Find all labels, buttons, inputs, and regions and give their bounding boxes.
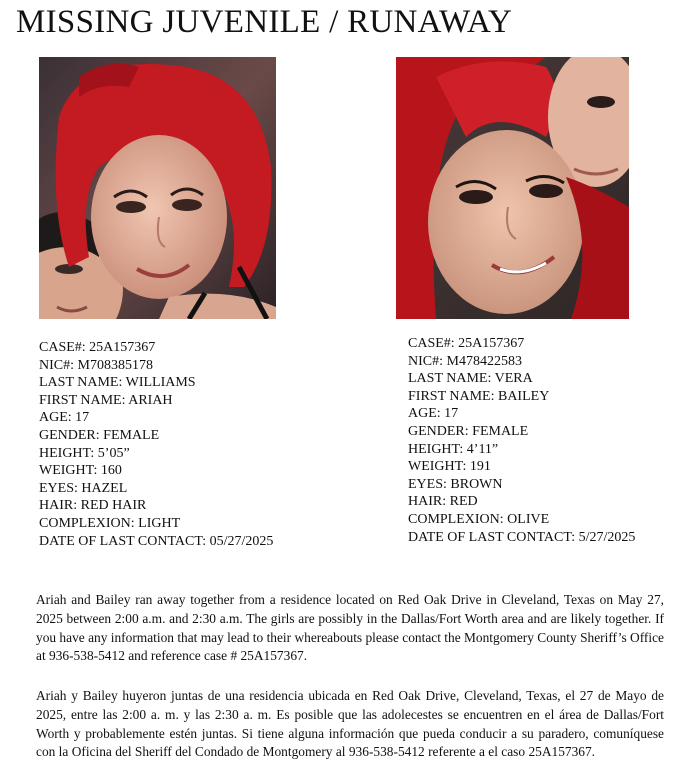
date-of-last-contact: DATE OF LAST CONTACT: 05/27/2025 bbox=[39, 533, 274, 549]
first-name: FIRST NAME: BAILEY bbox=[408, 388, 550, 404]
complexion: COMPLEXION: LIGHT bbox=[39, 515, 181, 531]
info-block-ariah bbox=[39, 339, 273, 550]
case-number: CASE#: 25A157367 bbox=[39, 340, 156, 355]
height: HEIGHT: 5’05” bbox=[39, 445, 130, 461]
description-english: Ariah and Bailey ran away together from a residence located on Red Oak Drive in Cleveland, Texas on May 27, 2025 between 2:00 a.m. and 2:30 a.m. The girls are possibly in the Dallas/Fort Worth area and are likely together. If you have any information that may lead to their whereabouts please contact the Montgomery County Sheriff’s Office at 936-538-5412 and reference case # 25A157367. bbox=[36, 592, 664, 664]
gender: GENDER: FEMALE bbox=[408, 423, 529, 439]
age: AGE: 17 bbox=[408, 406, 459, 422]
nic-number: NIC#: M708385178 bbox=[39, 357, 153, 373]
poster-title: MISSING JUVENILE / RUNAWAY bbox=[16, 4, 513, 40]
height: HEIGHT: 4’11” bbox=[408, 441, 499, 457]
last-name: LAST NAME: WILLIAMS bbox=[39, 375, 196, 391]
weight: WEIGHT: 191 bbox=[408, 459, 491, 475]
date-of-last-contact: DATE OF LAST CONTACT: 5/27/2025 bbox=[408, 529, 636, 545]
hair: HAIR: RED bbox=[408, 494, 478, 510]
gender: GENDER: FEMALE bbox=[39, 427, 160, 443]
complexion: COMPLEXION: OLIVE bbox=[408, 511, 550, 527]
portrait-image bbox=[396, 57, 629, 319]
last-name: LAST NAME: VERA bbox=[408, 371, 533, 387]
age: AGE: 17 bbox=[39, 410, 90, 426]
eyes: EYES: HAZEL bbox=[39, 480, 128, 496]
eyes: EYES: BROWN bbox=[408, 476, 503, 492]
photo-bailey bbox=[396, 57, 629, 319]
case-number: CASE#: 25A157367 bbox=[408, 336, 525, 351]
first-name: FIRST NAME: ARIAH bbox=[39, 392, 173, 408]
portrait-image bbox=[39, 57, 276, 319]
info-block-bailey bbox=[408, 335, 635, 546]
photo-ariah bbox=[39, 57, 276, 319]
nic-number: NIC#: M478422583 bbox=[408, 353, 522, 369]
weight: WEIGHT: 160 bbox=[39, 463, 122, 479]
description-spanish: Ariah y Bailey huyeron juntas de una residencia ubicada en Red Oak Drive, Cleveland, Texas, el 27 de Mayo de 2025, entre las 2:00 a. m. y las 2:30 a. m. Es posible que las adolecestes se encuentren en el área de Dallas/Fort Worth y probablemente estén juntas. Si tiene alguna información que pueda conducir a su paradero, comuníquese con la Oficina del Sheriff del Condado de Montgomery al 936-538-5412 referente a el caso 25A157367. bbox=[36, 688, 664, 760]
hair: HAIR: RED HAIR bbox=[39, 498, 147, 514]
